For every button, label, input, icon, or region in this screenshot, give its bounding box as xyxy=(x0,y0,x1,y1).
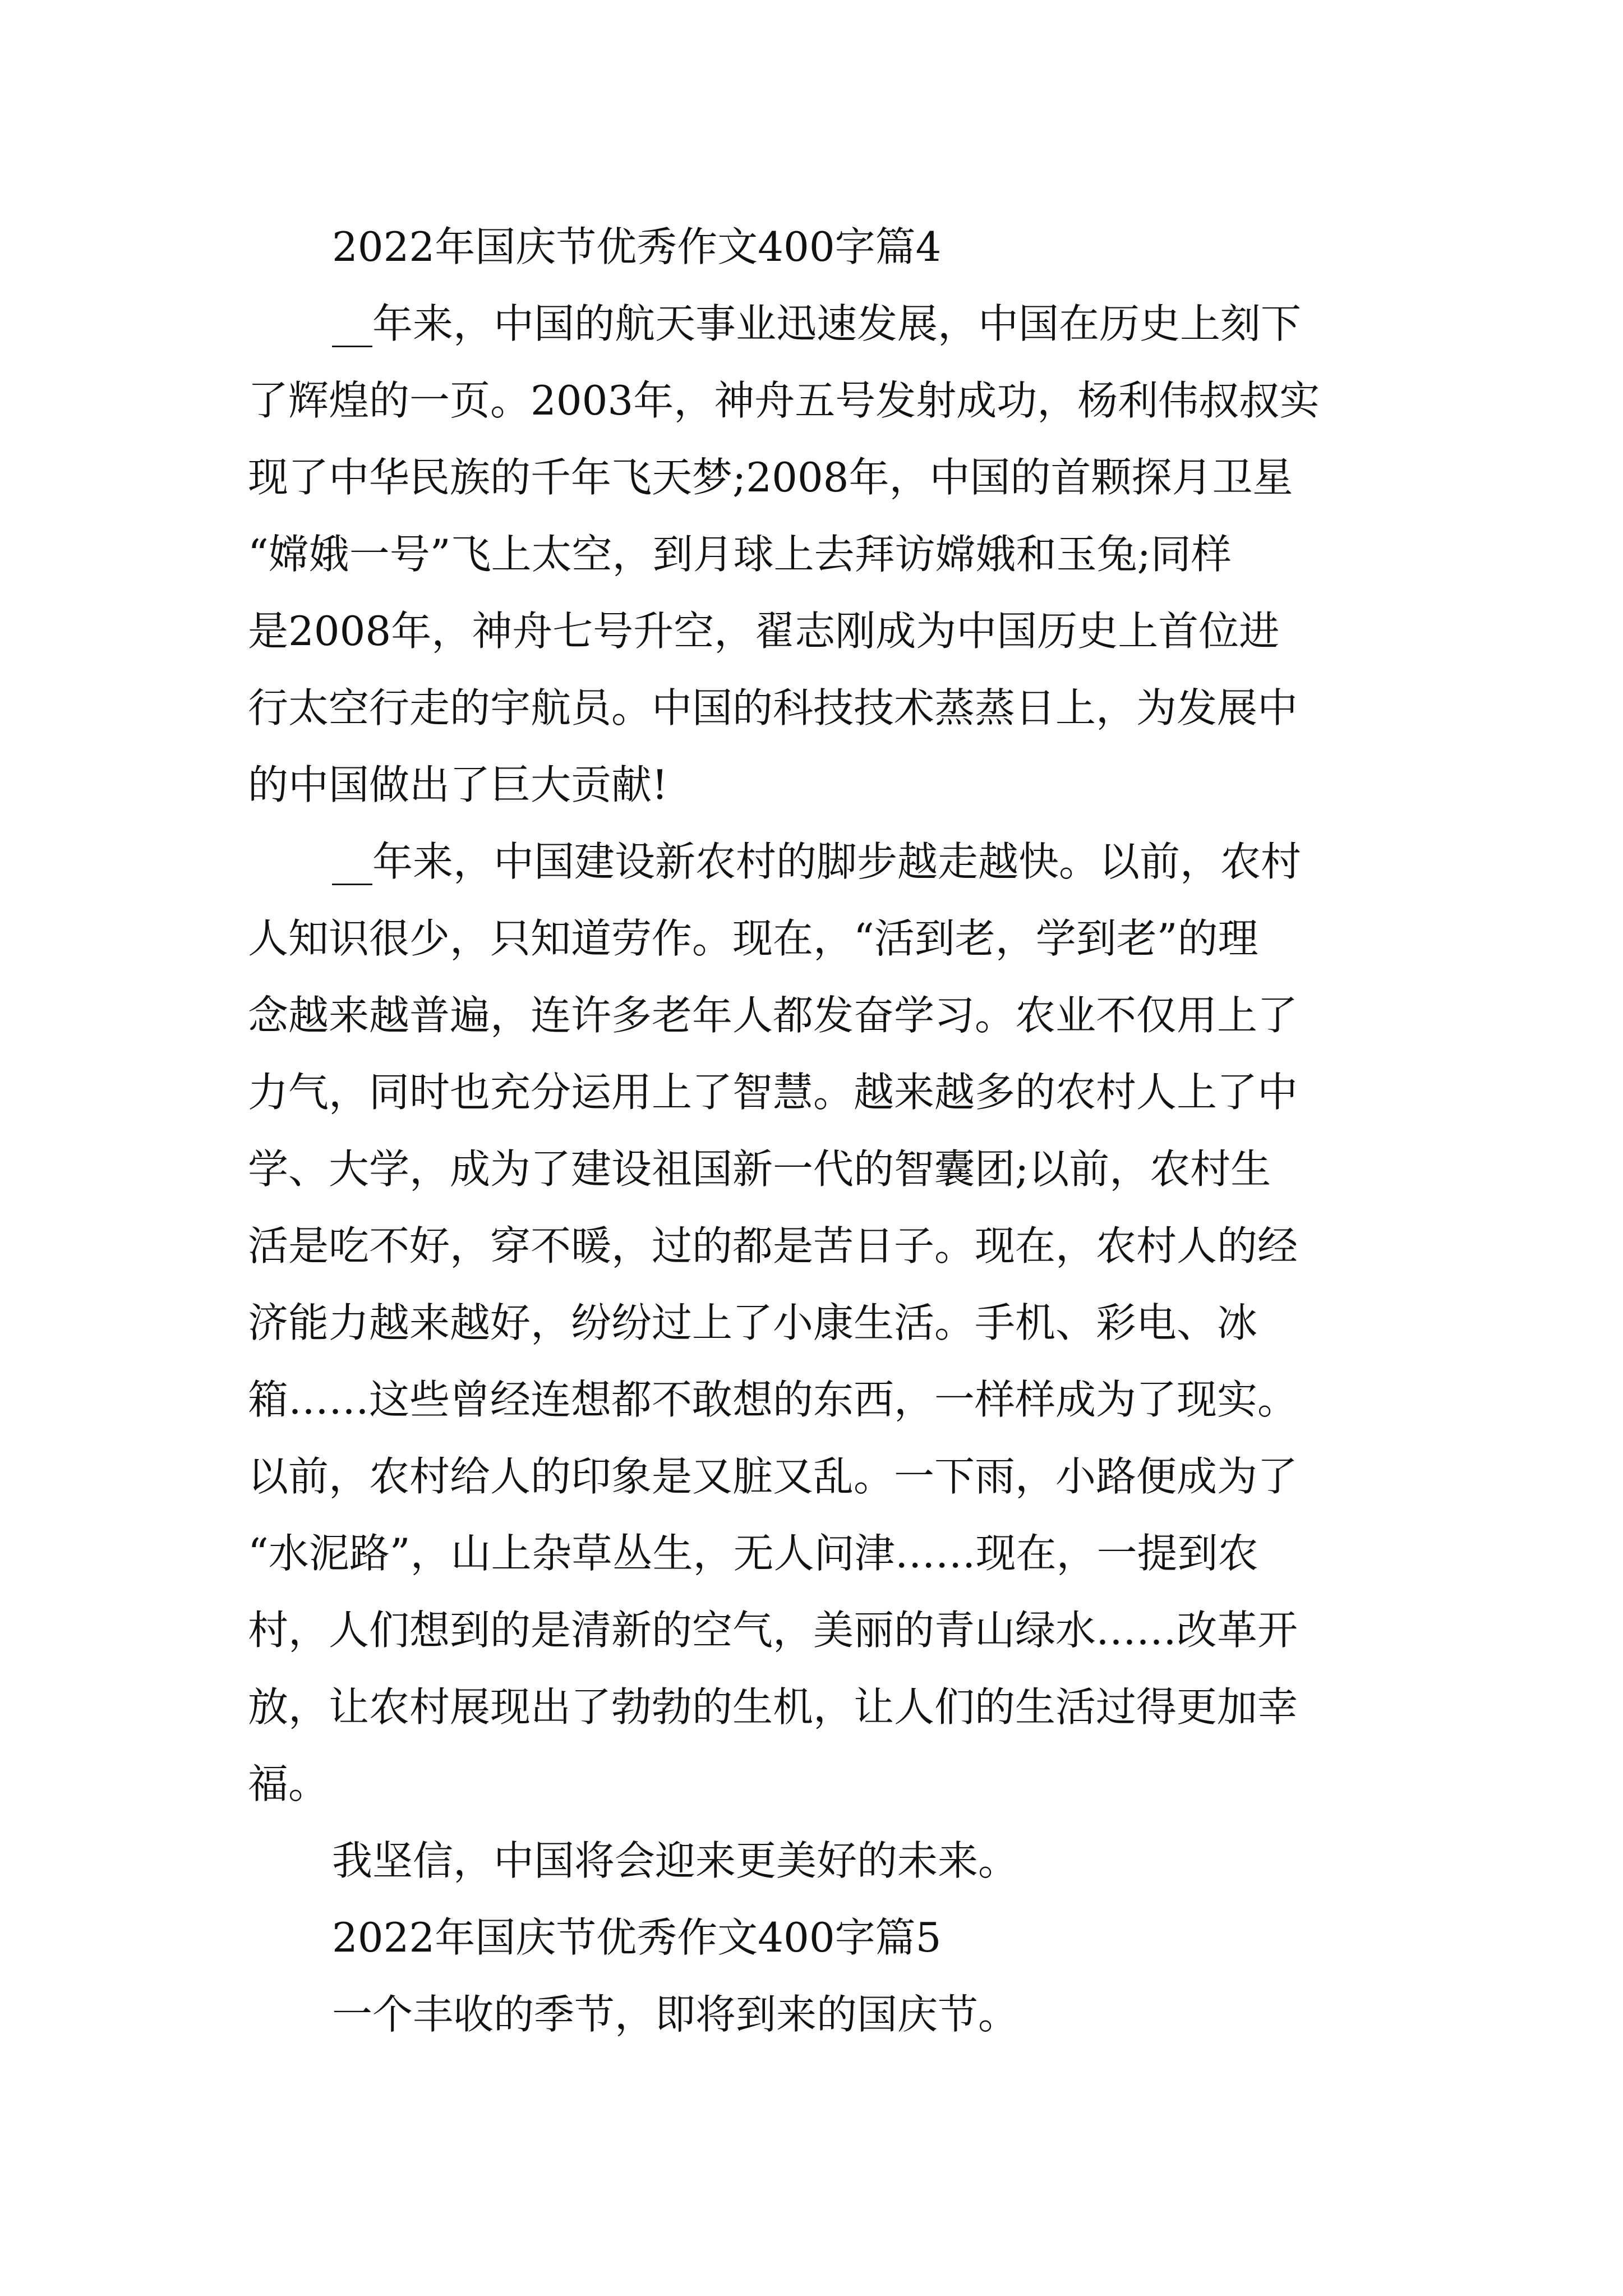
text-line: 箱……这些曾经连想都不敢想的东西，一样样成为了现实。 xyxy=(248,1376,1298,1423)
paragraph-rural-development xyxy=(248,823,1398,1823)
paragraph-space-industry xyxy=(248,286,1398,823)
text-line: “水泥路”，山上杂草丛生，无人问津……现在，一提到农 xyxy=(248,1530,1258,1577)
text-line: 的中国做出了巨大贡献! xyxy=(248,761,668,808)
text-line: 力气，同时也充分运用上了智慧。越来越多的农村人上了中 xyxy=(248,1069,1298,1116)
text-line: 现了中华民族的千年飞天梦;2008年，中国的首颗探月卫星 xyxy=(248,454,1293,501)
essay-heading-5: 2022年国庆节优秀作文400字篇5 xyxy=(332,1914,942,1961)
text-line: 学、大学，成为了建设祖国新一代的智囊团;以前，农村生 xyxy=(248,1145,1271,1193)
text-line: 人知识很少，只知道劳作。现在，“活到老，学到老”的理 xyxy=(248,915,1258,962)
text-line: 活是吃不好，穿不暖，过的都是苦日子。现在，农村人的经 xyxy=(248,1222,1298,1269)
text-line: 是2008年，神舟七号升空，翟志刚成为中国历史上首位进 xyxy=(248,608,1280,655)
text-line: 行太空行走的宇航员。中国的科技技术蒸蒸日上，为发展中 xyxy=(248,684,1298,731)
text-line: 了辉煌的一页。2003年，神舟五号发射成功，杨利伟叔叔实 xyxy=(248,377,1320,424)
document-body xyxy=(248,209,1398,2053)
text-line: 以前，农村给人的印象是又脏又乱。一下雨，小路便成为了 xyxy=(248,1453,1298,1500)
paragraph-conclusion: 我坚信，中国将会迎来更美好的未来。 xyxy=(332,1837,1019,1884)
text-line: __年来，中国建设新农村的脚步越走越快。以前，农村 xyxy=(332,838,1302,885)
text-line: 济能力越来越好，纷纷过上了小康生活。手机、彩电、冰 xyxy=(248,1299,1258,1346)
text-line: 念越来越普遍，连许多老年人都发奋学习。农业不仅用上了 xyxy=(248,992,1298,1039)
text-line: “嫦娥一号”飞上太空，到月球上去拜访嫦娥和玉兔;同样 xyxy=(248,531,1232,578)
paragraph-essay-5-opening: 一个丰收的季节，即将到来的国庆节。 xyxy=(332,1991,1019,2038)
text-line: 放，让农村展现出了勃勃的生机，让人们的生活过得更加幸 xyxy=(248,1683,1298,1731)
text-line: __年来，中国的航天事业迅速发展，中国在历史上刻下 xyxy=(332,300,1302,347)
text-line: 村，人们想到的是清新的空气，美丽的青山绿水……改革开 xyxy=(248,1607,1298,1654)
essay-heading-4: 2022年国庆节优秀作文400字篇4 xyxy=(332,223,942,270)
text-line: 福。 xyxy=(248,1760,329,1807)
